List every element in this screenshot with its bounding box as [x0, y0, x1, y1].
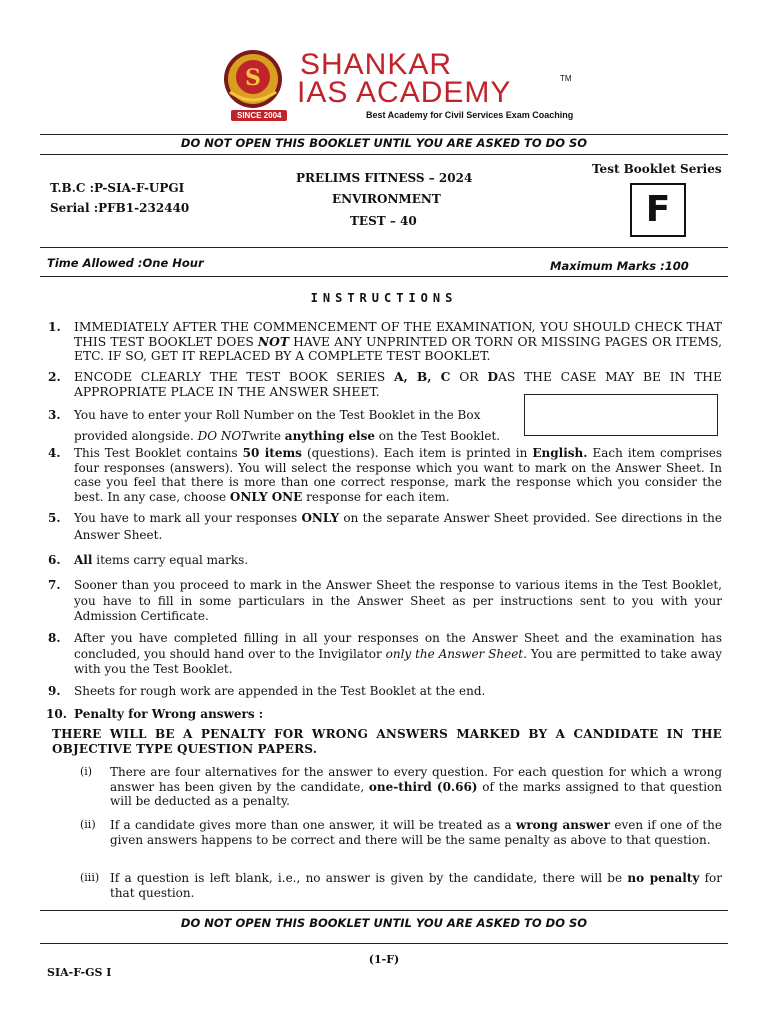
series-label: Test Booklet Series: [592, 162, 722, 176]
test-title: PRELIMS FITNESS – 2024: [296, 171, 473, 185]
time-allowed: Time Allowed :One Hour: [47, 256, 204, 270]
instruction-item: 2. ENCODE CLEARLY THE TEST BOOK SERIES A, B, C OR DAS THE CASE MAY BE IN THE APPROPRIATE PLACE IN THE ANSWER SHEET.: [48, 369, 722, 399]
warning-top: DO NOT OPEN THIS BOOKLET UNTIL YOU ARE ASKED TO DO SO: [180, 136, 588, 150]
instruction-item: 6. All items carry equal marks.: [48, 553, 249, 567]
instructions-title: INSTRUCTIONS: [310, 291, 458, 305]
instruction-item: 8. After you have completed filling in all your responses on the Answer Sheet and the examination has concluded, you should hand over to the Invigilator only the Answer Sheet. You are permitted to take away with you the Test Booklet.: [48, 631, 722, 676]
academy-seal-logo: [222, 48, 284, 110]
booklet-code: SIA-F-GS I: [47, 966, 112, 979]
series-box: F: [630, 183, 686, 237]
seal-letter: S: [245, 65, 261, 91]
penalty-sub-item: (i) There are four alternatives for the answer to every question. For each question for which a wrong answer has been given by the candidate, one-third (0.66) of the marks assigned to that question will be deducted as a penalty.: [80, 765, 723, 809]
since-badge: SINCE 2004: [231, 110, 287, 121]
academy-name-line1: SHANKAR: [300, 48, 453, 81]
academy-name-line2: IAS ACADEMY: [297, 76, 512, 109]
instruction-item: 10. Penalty for Wrong answers :: [46, 707, 720, 722]
instruction-item: 4. This Test Booklet contains 50 items (questions). Each item is printed in English. Each item comprises four responses (answers). You will select the response which you want to mark on the Answer Sheet. In case you feel that there is more than one correct response, mark the response which you consider the best. In any case, choose ONLY ONE response for each item.: [48, 446, 722, 504]
trademark-mark: TM: [560, 74, 572, 83]
test-subject: ENVIRONMENT: [332, 192, 441, 206]
serial-number: Serial :PFB1-232440: [50, 201, 190, 215]
divider: [40, 154, 728, 155]
instruction-item: 5. You have to mark all your responses ONLY on the separate Answer Sheet provided. See directions in the Answer Sheet.: [48, 511, 723, 542]
instruction-item: 3. You have to enter your Roll Number on the Test Booklet in the Box provided alongside. DO NOTwrite anything else on the Test Booklet.: [48, 408, 501, 443]
divider: [40, 276, 728, 277]
penalty-title: Penalty for Wrong answers :: [74, 707, 264, 721]
page-number: (1-F): [368, 953, 400, 966]
maximum-marks: Maximum Marks :100: [550, 259, 689, 273]
divider: [40, 943, 728, 944]
roll-number-box: [524, 394, 718, 436]
divider: [40, 247, 728, 248]
academy-tagline: Best Academy for Civil Services Exam Coaching: [366, 110, 574, 120]
divider: [40, 134, 728, 135]
instruction-item: 7. Sooner than you proceed to mark in the Answer Sheet the response to various items in the Test Booklet, you have to fill in some particulars in the Answer Sheet as per instructions sent to you with your Admission Certificate.: [48, 578, 722, 623]
penalty-heading: THERE WILL BE A PENALTY FOR WRONG ANSWERS MARKED BY A CANDIDATE IN THE OBJECTIVE TYPE QUESTION PAPERS.: [52, 727, 722, 756]
warning-bottom: DO NOT OPEN THIS BOOKLET UNTIL YOU ARE ASKED TO DO SO: [180, 916, 588, 930]
divider: [40, 910, 728, 911]
penalty-sub-item: (ii) If a candidate gives more than one answer, it will be treated as a wrong answer even if one of the given answers happens to be correct and there will be the same penalty as above to that question.: [80, 818, 723, 847]
tbc-code: T.B.C :P-SIA-F-UPGI: [50, 181, 185, 195]
instruction-item: 1. IMMEDIATELY AFTER THE COMMENCEMENT OF THE EXAMINATION, YOU SHOULD CHECK THAT THIS TEST BOOKLET DOES NOT HAVE ANY UNPRINTED OR TORN OR MISSING PAGES OR ITEMS, ETC. IF SO, GET IT REPLACED BY A COMPLETE TEST BOOKLET.: [48, 319, 723, 364]
test-number: TEST – 40: [350, 214, 417, 228]
instruction-item: 9. Sheets for rough work are appended in the Test Booklet at the end.: [48, 684, 486, 698]
penalty-sub-item: (iii) If a question is left blank, i.e., no answer is given by the candidate, there will be no penalty for that question.: [80, 871, 722, 900]
